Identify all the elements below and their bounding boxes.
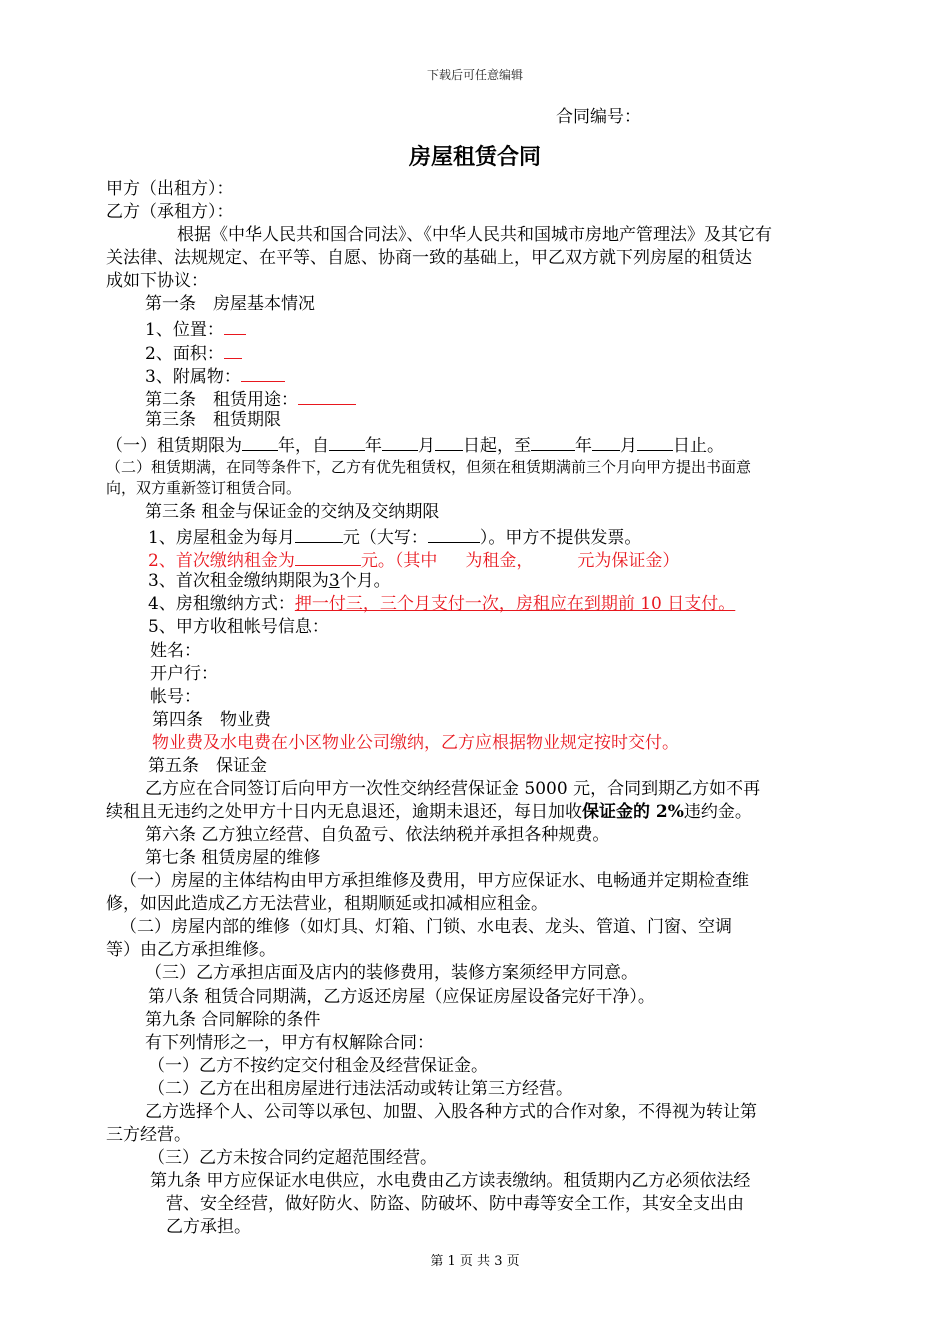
termination-case-2: （二）乙方在出租房屋进行违法活动或转让第三方经营。: [148, 1079, 573, 1099]
utilities-line-1: 第九条 甲方应保证水电供应，水电费由乙方读表缴纳。租赁期内乙方必须依法经: [150, 1171, 751, 1191]
payment-method-value: 押一付三，三个月支付一次，房租应在到期前 10 日支付。: [294, 594, 736, 614]
term-text-2: 年，自: [278, 436, 329, 456]
monthly-rent-blank: [295, 524, 343, 543]
first-pay-text-2: 元。（其中: [360, 551, 438, 571]
page-footer: 第 1 页 共 3 页: [430, 1254, 520, 1269]
rent-words-blank: [428, 524, 480, 543]
termination-note-line-2: 三方经营。: [106, 1125, 191, 1145]
article-2-label: 第二条 租赁用途：: [145, 390, 298, 410]
article-4-text: 物业费及水电费在小区物业公司缴纳，乙方应根据物业规定按时交付。: [152, 733, 679, 753]
fixtures-label: 3、附属物：: [145, 367, 241, 387]
term-text-7: 月: [620, 436, 637, 456]
rent-text-3: ）。甲方不提供发票。: [479, 528, 642, 548]
article-3b-title: 第三条 租金与保证金的交纳及交纳期限: [145, 502, 440, 522]
rent-text-1: 1、房屋租金为每月: [148, 528, 295, 548]
area-line: [145, 340, 242, 365]
repair-p1-line-2: 修，如因此造成乙方无法营业，租期顺延或扣减相应租金。: [106, 894, 548, 914]
first-term-months: 3: [328, 571, 340, 591]
article-6-text: 第六条 乙方独立经营、自负盈亏、依法纳税并承担各种规费。: [145, 825, 610, 845]
deposit-line-1: 乙方应在合同签订后向甲方一次性交纳经营保证金 5000 元，合同到期乙方如不再: [145, 779, 761, 799]
start-day-blank: [435, 432, 463, 451]
account-name-label: 姓名：: [150, 641, 201, 661]
deposit-text-1: 续租且无违约之处甲方十日内无息退还，逾期未退还，每日加收: [106, 802, 582, 822]
first-term-line: [148, 570, 391, 592]
termination-lead: 有下列情形之一，甲方有权解除合同：: [145, 1033, 434, 1053]
renewal-line-2: 向，双方重新签订租赁合同。: [106, 479, 302, 497]
first-pay-text-4: 元为保证金）: [577, 551, 680, 571]
term-text-1: （一）租赁期限为: [106, 436, 242, 456]
end-year-blank: [531, 432, 575, 451]
start-month-blank: [382, 432, 418, 451]
rent-text-2: 元（大写：: [342, 528, 428, 548]
intro-line-1: 根据《中华人民共和国合同法》、《中华人民共和国城市房地产管理法》及其它有: [177, 225, 772, 245]
party-b-line: 乙方（承租方）：: [106, 202, 234, 222]
utilities-line-2: 营、安全经营，做好防火、防盗、防破坏、防中毒等安全工作，其安全支出由: [166, 1194, 744, 1214]
deposit-line-2: [106, 801, 752, 823]
area-label: 2、面积：: [145, 344, 224, 364]
term-text-8: 日止。: [673, 436, 724, 456]
account-number-label: 帐号：: [150, 687, 201, 707]
article-7-title: 第七条 租赁房屋的维修: [145, 848, 321, 868]
payment-method-line: [148, 593, 735, 615]
repair-p2-line-2: 等）由乙方承担维修。: [106, 940, 276, 960]
termination-case-1: （一）乙方不按约定交付租金及经营保证金。: [148, 1056, 488, 1076]
area-blank: [224, 340, 242, 359]
term-text-6: 年: [575, 436, 592, 456]
term-years-blank: [242, 432, 278, 451]
repair-p1-line-1: （一）房屋的主体结构由甲方承担维修及费用，甲方应保证水、电畅通并定期检查维: [120, 871, 749, 891]
term-text-5: 日起，至: [463, 436, 531, 456]
payment-method-label: 4、房租缴纳方式：: [148, 594, 295, 614]
repair-p3: （三）乙方承担店面及店内的装修费用，装修方案须经甲方同意。: [145, 963, 638, 983]
intro-line-2: 关法律、法规规定、在平等、自愿、协商一致的基础上，甲乙双方就下列房屋的租赁达: [106, 248, 752, 268]
location-line: [145, 316, 246, 341]
start-year-blank: [329, 432, 365, 451]
intro-line-3: 成如下协议：: [106, 271, 208, 291]
article-8-text: 第八条 租赁合同期满，乙方返还房屋（应保证房屋设备完好干净）。: [148, 987, 655, 1007]
article-4-title: 第四条 物业费: [152, 710, 271, 730]
utilities-line-3: 乙方承担。: [166, 1217, 251, 1237]
first-pay-blank: [295, 547, 361, 566]
termination-case-3: （三）乙方未按合同约定超范围经营。: [148, 1148, 437, 1168]
usage-blank: [298, 386, 356, 405]
deposit-text-2: 违约金。: [683, 802, 752, 822]
contract-number-label: 合同编号：: [556, 107, 641, 127]
term-text-3: 年: [365, 436, 382, 456]
first-term-text-1: 3、首次租金缴纳期限为: [148, 571, 329, 591]
party-a-line: 甲方（出租方）：: [106, 179, 234, 199]
fixtures-line: [145, 363, 285, 388]
repair-p2-line-1: （二）房屋内部的维修（如灯具、灯箱、门锁、水电表、龙头、管道、门窗、空调: [120, 917, 732, 937]
termination-note-line-1: 乙方选择个人、公司等以承包、加盟、入股各种方式的合作对象，不得视为转让第: [145, 1102, 757, 1122]
renewal-line-1: （二）租赁期满，在同等条件下，乙方有优先租赁权，但须在租赁期满前三个月向甲方提出书面意: [106, 458, 752, 476]
deposit-penalty-rate: 保证金的 2%: [582, 802, 684, 822]
term-text-4: 月: [418, 436, 435, 456]
end-day-blank: [637, 432, 673, 451]
article-5-title: 第五条 保证金: [148, 756, 267, 776]
rent-line: [148, 524, 641, 549]
location-blank: [224, 316, 246, 335]
location-label: 1、位置：: [145, 320, 224, 340]
article-3-title: 第三条 租赁期限: [145, 410, 281, 430]
term-line: [106, 432, 724, 457]
bank-label: 开户行：: [150, 664, 218, 684]
page-header: 下载后可任意编辑: [426, 68, 523, 82]
fixtures-blank: [241, 363, 285, 382]
first-payment-line: [148, 547, 679, 572]
article-2-line: [145, 386, 356, 411]
end-month-blank: [592, 432, 620, 451]
document-title: 房屋租赁合同: [408, 145, 541, 170]
first-pay-text-1: 2、首次缴纳租金为: [148, 551, 295, 571]
article-9-title: 第九条 合同解除的条件: [145, 1010, 321, 1030]
article-1-title: 第一条 房屋基本情况: [145, 294, 315, 314]
first-pay-text-3: 为租金，: [465, 551, 534, 571]
first-term-text-2: 个月。: [339, 571, 391, 591]
account-info-title: 5、甲方收租帐号信息：: [148, 617, 329, 637]
